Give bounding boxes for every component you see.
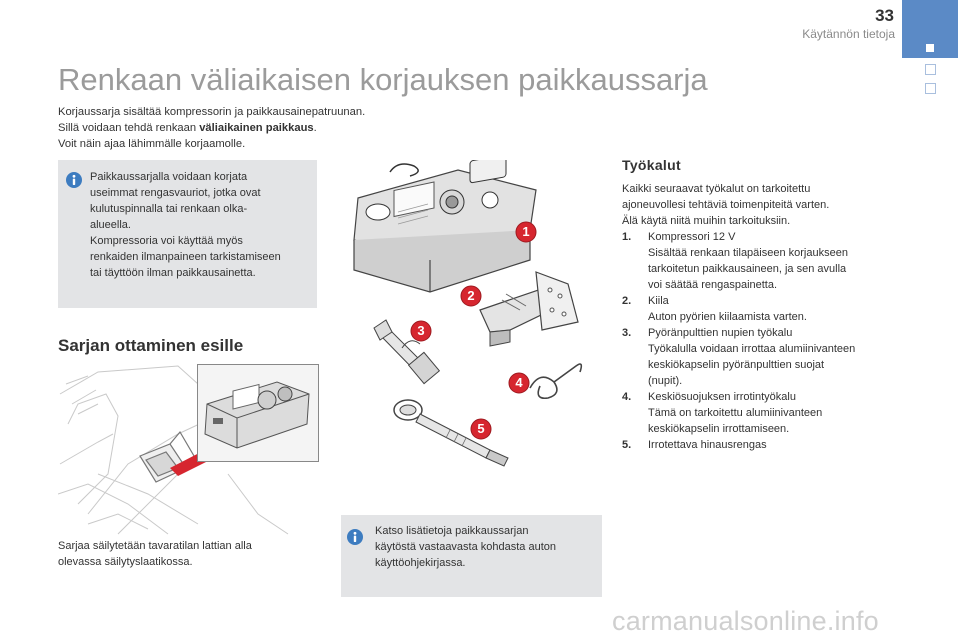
intro-text-suffix: . <box>313 122 317 134</box>
intro-line <box>58 120 438 136</box>
callout-badge-3 <box>410 320 432 347</box>
intro-text-prefix: Sillä voidaan tehdä renkaan <box>58 122 200 134</box>
intro-bold: väliaikainen paikkaus <box>199 122 314 134</box>
info-line: tai täyttöön ilman paikkausainetta. <box>90 267 256 279</box>
wedge-illustration <box>480 272 578 346</box>
info-line: renkaiden ilmanpaineen tarkistamiseen <box>90 251 281 263</box>
intro-text <box>58 104 438 152</box>
info-line: alueella. <box>90 219 131 231</box>
tool-desc: Sisältää renkaan tilapäiseen korjaukseen <box>648 247 848 259</box>
section-title: Käytännön tietoja <box>802 27 895 41</box>
tool-item <box>622 437 902 453</box>
info-line: käyttöohjekirjassa. <box>375 557 466 569</box>
tool-number: 4. <box>622 391 632 403</box>
callout-badge-5 <box>470 418 492 445</box>
info-icon <box>347 529 363 545</box>
trunk-caption <box>58 538 298 570</box>
page-number: 33 <box>875 6 894 25</box>
compressor-illustration <box>354 160 536 292</box>
tool-number: 2. <box>622 295 632 307</box>
tool-number: 5. <box>622 439 632 451</box>
tool-title: Kompressori 12 V <box>648 231 736 243</box>
tool-title: Kiila <box>648 295 669 307</box>
caption-line: olevassa säilytyslaatikossa. <box>58 556 193 568</box>
callout-badge-4 <box>508 372 530 399</box>
intro-line: Korjaussarja sisältää kompressorin ja paikkausainepatruunan. <box>58 106 366 118</box>
info-line: Kompressoria voi käyttää myös <box>90 235 243 247</box>
tool-desc: keskiökapselin pyöränpulttien suojat <box>648 359 825 371</box>
tool-item <box>622 389 902 437</box>
tool-number: 3. <box>622 327 632 339</box>
info-text <box>90 169 315 281</box>
tool-desc: (nupit). <box>648 375 683 387</box>
section-heading: Työkalut <box>622 157 681 173</box>
tool-title: Irrotettava hinausrengas <box>648 439 767 451</box>
info-line: Paikkaussarjalla voidaan korjata <box>90 171 248 183</box>
callout-number: 5 <box>477 421 485 436</box>
callout-number: 4 <box>515 375 523 390</box>
chapter-tab-active[interactable] <box>902 0 958 58</box>
callout-badge-1 <box>515 221 537 248</box>
callout-number: 1 <box>522 224 530 239</box>
tool-number: 1. <box>622 231 632 243</box>
tool-desc: voi säätää rengaspainetta. <box>648 279 778 291</box>
tool-desc: Auton pyörien kiilaamista varten. <box>648 311 807 323</box>
tool-title: Pyöränpulttien nupien työkalu <box>648 327 793 339</box>
info-line: kulutuspinnalla tai renkaan olka- <box>90 203 248 215</box>
callout-badge-2 <box>460 285 482 312</box>
callout-number: 2 <box>467 288 475 303</box>
tools-list <box>622 229 902 453</box>
tool-desc: tarkoitetun paikkausaineen, ja sen avulla <box>648 263 847 275</box>
info-box <box>58 160 317 308</box>
hubcap-remover-illustration <box>530 364 581 398</box>
tools-intro <box>622 181 892 229</box>
tool-item <box>622 229 902 293</box>
info-icon <box>66 172 82 188</box>
section-heading: Sarjan ottaminen esille <box>58 336 244 355</box>
info-text <box>375 523 597 571</box>
tool-item <box>622 293 902 325</box>
tools-intro-line: ajoneuvollesi tehtäviä toimenpiteitä varten. <box>622 199 830 211</box>
tools-intro-line: Kaikki seuraavat työkalut on tarkoitettu <box>622 183 811 195</box>
info-line: useimmat rengasvauriot, jotka ovat <box>90 187 261 199</box>
callout-number: 3 <box>417 323 425 338</box>
chapter-tab-empty[interactable] <box>925 83 936 94</box>
info-line: käytöstä vastaavasta kohdasta auton <box>375 541 557 553</box>
intro-line: Voit näin ajaa lähimmälle korjaamolle. <box>58 138 246 150</box>
info-box <box>341 515 602 597</box>
tab-square-icon <box>926 44 934 52</box>
tool-title: Keskiösuojuksen irrotintyökalu <box>648 391 796 403</box>
info-line: Katso lisätietoja paikkaussarjan <box>375 525 529 537</box>
caption-line: Sarjaa säilytetään tavaratilan lattian alla <box>58 540 252 552</box>
tools-intro-line: Älä käytä niitä muihin tarkoituksiin. <box>622 215 791 227</box>
kit-inset-illustration <box>197 364 319 462</box>
tool-desc: Tämä on tarkoitettu alumiinivanteen <box>648 407 823 419</box>
tool-item <box>622 325 902 389</box>
watermark: carmanualsonline.info <box>612 606 879 636</box>
chapter-tab-empty[interactable] <box>925 64 936 75</box>
tool-desc: Työkalulla voidaan irrottaa alumiinivanteen <box>648 343 856 355</box>
page-title: Renkaan väliaikaisen korjauksen paikkaussarja <box>58 62 708 97</box>
tool-desc: keskiökapselin irrottamiseen. <box>648 423 790 435</box>
